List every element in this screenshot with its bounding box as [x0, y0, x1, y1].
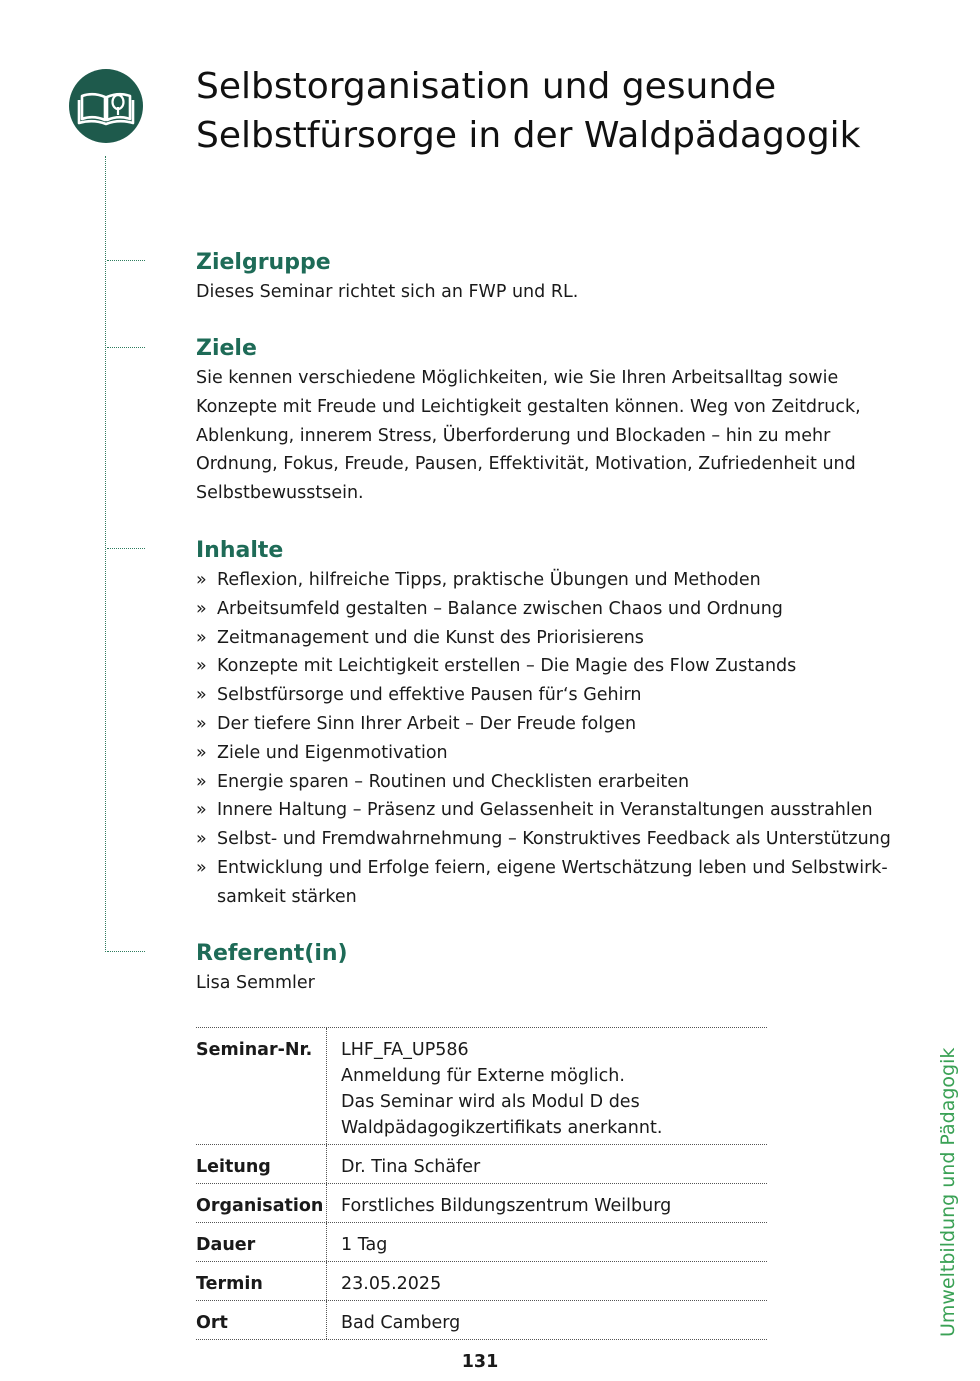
section-text: Dieses Seminar richtet sich an FWP und RL. — [196, 282, 579, 302]
row-label: Organisation — [196, 1184, 327, 1222]
table-row — [196, 1262, 767, 1301]
section-marker-inhalte — [107, 548, 145, 549]
dotted-guide-line — [105, 156, 106, 952]
table-row — [196, 1301, 767, 1340]
section-heading: Referent(in) — [196, 941, 348, 966]
bullet-icon: » — [196, 857, 207, 878]
list-item-text: Ziele und Eigenmotivation — [217, 742, 448, 763]
list-item — [196, 854, 896, 912]
seminar-info-table — [196, 1027, 767, 1340]
text-line: Konzepte mit Freude und Leichtigkeit gestalten können. Weg von Zeitdruck, — [196, 396, 861, 417]
book-tree-glyph — [69, 69, 143, 143]
text-line: Sie kennen verschiedene Möglichkeiten, wie Sie Ihren Arbeitsalltag sowie — [196, 368, 839, 388]
page-title — [196, 62, 896, 160]
list-item-text: Reflexion, hilfreiche Tipps, praktische Übungen und Methoden — [217, 570, 761, 590]
row-label: Ort — [196, 1301, 327, 1339]
bullet-icon: » — [196, 570, 207, 590]
row-value: 1 Tag — [341, 1235, 388, 1255]
row-label: Leitung — [196, 1145, 327, 1183]
bullet-icon: » — [196, 829, 207, 850]
bullet-icon: » — [196, 656, 207, 677]
list-item-text: Arbeitsumfeld gestalten – Balance zwischen Chaos und Ordnung — [217, 598, 783, 619]
table-row — [196, 1028, 767, 1145]
book-tree-icon — [69, 69, 143, 143]
section-inhalte — [196, 536, 896, 912]
referent-name: Lisa Semmler — [196, 973, 315, 993]
content-list — [196, 566, 896, 912]
list-item-text: Der tiefere Sinn Ihrer Arbeit – Der Freude folgen — [217, 713, 637, 734]
section-heading: Inhalte — [196, 538, 284, 563]
list-item — [196, 768, 896, 797]
list-item — [196, 796, 896, 825]
row-label: Seminar-Nr. — [196, 1028, 327, 1144]
row-value — [327, 1028, 662, 1144]
list-item-text: Selbstfürsorge und effektive Pausen für‘s Gehirn — [217, 685, 642, 706]
bullet-icon: » — [196, 800, 207, 821]
section-marker-ziele — [107, 347, 145, 348]
list-item — [196, 825, 896, 854]
list-item — [196, 595, 896, 624]
bullet-icon: » — [196, 598, 207, 619]
bullet-icon: » — [196, 685, 207, 706]
list-item-text: Innere Haltung – Präsenz und Gelassenheit in Veranstaltungen ausstrahlen — [217, 800, 873, 821]
list-item-text: Energie sparen – Routinen und Checklisten erarbeiten — [217, 771, 690, 792]
list-item — [196, 652, 896, 681]
section-referent — [196, 939, 896, 998]
text-line: Ordnung, Fokus, Freude, Pausen, Effektivität, Motivation, Zufriedenheit und — [196, 454, 856, 475]
bullet-icon: » — [196, 627, 207, 648]
chapter-side-label: Umweltbildung und Pädagogik — [937, 1047, 959, 1337]
row-label: Termin — [196, 1262, 327, 1300]
list-item — [196, 739, 896, 768]
table-row — [196, 1184, 767, 1223]
page-number: 131 — [461, 1352, 499, 1372]
section-text — [196, 364, 896, 508]
list-item — [196, 681, 896, 710]
section-marker-zielgruppe — [107, 260, 145, 261]
bullet-icon: » — [196, 742, 207, 763]
bullet-icon: » — [196, 771, 207, 792]
list-item — [196, 624, 896, 653]
section-heading: Ziele — [196, 336, 257, 361]
row-value: 23.05.2025 — [341, 1274, 442, 1294]
section-zielgruppe — [196, 248, 896, 307]
section-marker-referent — [107, 951, 145, 952]
value-line: Das Seminar wird als Modul D des — [341, 1092, 640, 1112]
section-ziele — [196, 334, 896, 508]
table-row — [196, 1223, 767, 1262]
title-line: Selbstorganisation und gesunde — [196, 66, 777, 107]
table-row — [196, 1145, 767, 1184]
list-item-text: Selbst- und Fremdwahrnehmung – Konstruktives Feedback als Unterstützung — [217, 829, 891, 850]
text-line: Ablenkung, innerem Stress, Überforderung und Blockaden – hin zu mehr — [196, 425, 831, 446]
list-item-text: Entwicklung und Erfolge feiern, eigene Wertschätzung leben und Selbstwirk- — [217, 857, 888, 878]
row-value: Forstliches Bildungszentrum Weilburg — [341, 1196, 672, 1216]
list-item — [196, 710, 896, 739]
value-line: Anmeldung für Externe möglich. — [341, 1066, 625, 1086]
row-value: Dr. Tina Schäfer — [341, 1157, 481, 1177]
section-heading: Zielgruppe — [196, 250, 331, 275]
value-line: Waldpädagogikzertifikats anerkannt. — [341, 1118, 663, 1138]
row-label: Dauer — [196, 1223, 327, 1261]
list-item-text: samkeit stärken — [217, 886, 357, 907]
bullet-icon: » — [196, 713, 207, 734]
list-item-text: Konzepte mit Leichtigkeit erstellen – Die Magie des Flow Zustands — [217, 656, 797, 677]
text-line: Selbstbewusstsein. — [196, 483, 364, 504]
title-line: Selbstfürsorge in der Waldpädagogik — [196, 115, 861, 156]
list-item-text: Zeitmanagement und die Kunst des Priorisierens — [217, 627, 644, 648]
list-item — [196, 566, 896, 595]
row-value: Bad Camberg — [341, 1313, 461, 1333]
value-line: LHF_FA_UP586 — [341, 1040, 469, 1060]
